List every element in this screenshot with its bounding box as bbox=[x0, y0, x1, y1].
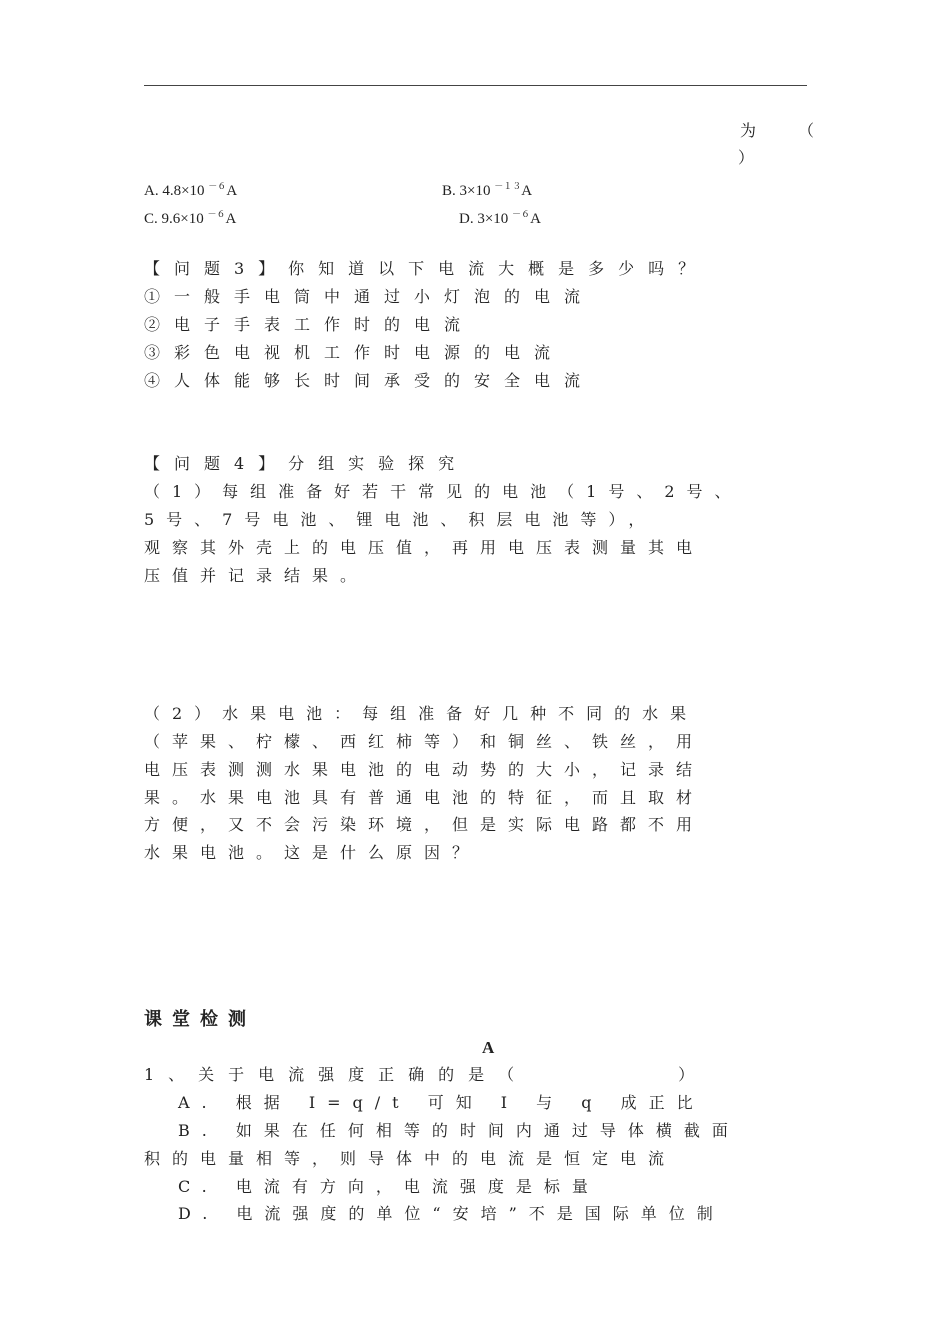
q3-title: 【问题3】你知道以下电流大概是多少吗？ bbox=[144, 259, 709, 278]
q3-item: ①一般手电筒中通过小灯泡的电流 bbox=[144, 287, 595, 306]
prev-question-paren-close: ） bbox=[738, 148, 755, 167]
option-a: A. 4.8×10 $^{-6}$A bbox=[144, 181, 238, 199]
q1-option: C. 电流有方向，电流强度是标量 bbox=[178, 1177, 600, 1196]
q4-part2-line: 方便，又不会污染环境，但是实际电路都不用 bbox=[144, 815, 705, 834]
level-label: A bbox=[482, 1038, 495, 1057]
q4-part1-line: （1）每组准备好若干常见的电池（1号、2号、 bbox=[144, 482, 743, 501]
option-c: C. 9.6×10 $^{-6}$A bbox=[144, 209, 237, 227]
option-b: B. 3×10 $^{-13}$A bbox=[442, 181, 533, 199]
prev-question-paren-open: （ bbox=[798, 121, 815, 140]
q4-part1-line: 5号、7号电池、锂电池、积层电池等）， bbox=[144, 510, 657, 529]
option-d: D. 3×10 $^{-6}$A bbox=[459, 209, 541, 227]
header-rule bbox=[144, 85, 807, 86]
q4-part1-line: 压值并记录结果。 bbox=[144, 566, 369, 585]
q4-part2-line: 电压表测测水果电池的电动势的大小，记录结 bbox=[144, 760, 705, 779]
q3-item: ②电子手表工作时的电流 bbox=[144, 315, 475, 334]
q1-option: 积的电量相等，则导体中的电流是恒定电流 bbox=[144, 1149, 677, 1168]
section-heading: 课堂检测 bbox=[144, 1009, 256, 1030]
q4-part2-line: （2）水果电池：每组准备好几种不同的水果 bbox=[144, 704, 699, 723]
q4-title: 【问题4】分组实验探究 bbox=[144, 454, 469, 473]
q4-part2-line: 果。水果电池具有普通电池的特征，而且取材 bbox=[144, 788, 705, 807]
q1-stem: 1、关于电流强度正确的是（ ） bbox=[144, 1065, 709, 1084]
q1-option: A. 根据 I=q/t 可知 I 与 q 成正比 bbox=[178, 1093, 705, 1112]
q3-item: ④人体能够长时间承受的安全电流 bbox=[144, 371, 595, 390]
q4-part2-line: （苹果、柠檬、西红柿等）和铜丝、铁丝，用 bbox=[144, 732, 705, 751]
q4-part1-line: 观察其外壳上的电压值，再用电压表测量其电 bbox=[144, 538, 705, 557]
prev-question-tail: 为 bbox=[740, 121, 757, 140]
q4-part2-line: 水果电池。这是什么原因？ bbox=[144, 843, 481, 862]
q1-option: B. 如果在任何相等的时间内通过导体横截面 bbox=[178, 1121, 740, 1140]
q3-item: ③彩色电视机工作时电源的电流 bbox=[144, 343, 565, 362]
q1-option: D. 电流强度的单位“安培”不是国际单位制 bbox=[178, 1204, 725, 1223]
